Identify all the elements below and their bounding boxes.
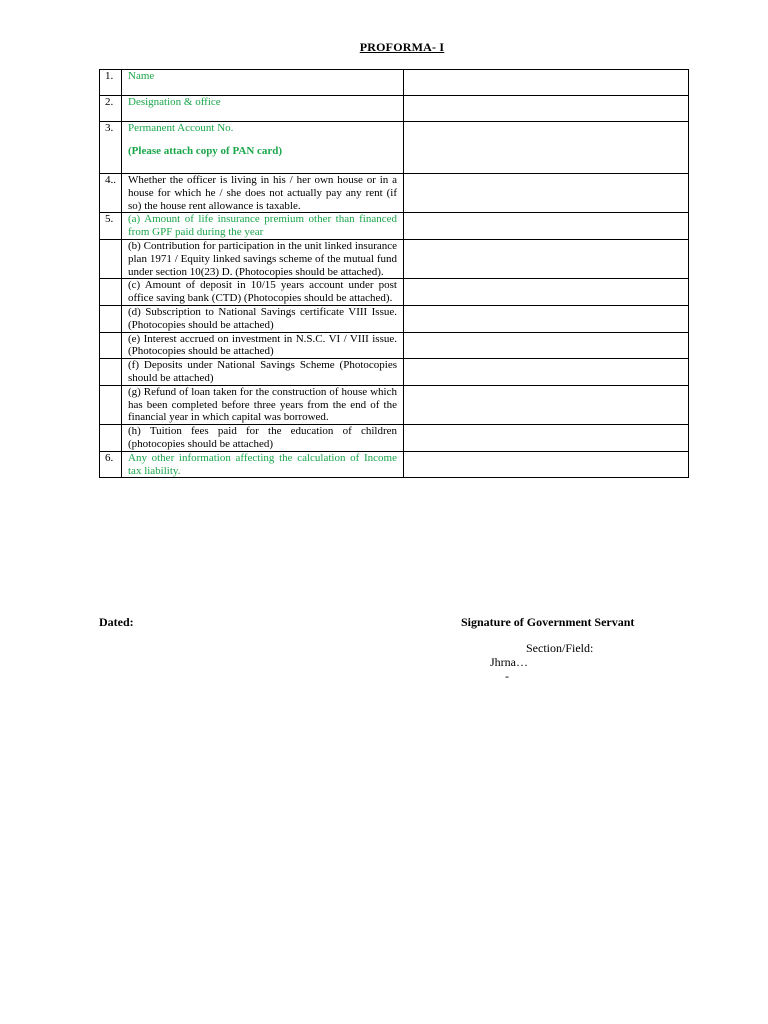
table-row xyxy=(100,359,689,386)
row-label-tuition-fees: (h) Tuition fees paid for the education of children (photocopies should be attached) xyxy=(122,425,404,452)
pan-note: (Please attach copy of PAN card) xyxy=(128,144,283,157)
row-label-designation: Designation & office xyxy=(122,96,404,122)
table-row xyxy=(100,385,689,424)
page-title: PROFORMA- I xyxy=(359,40,445,54)
row-label-nsc-interest: (e) Interest accrued on investment in N.S.C. VI / VIII issue. (Photocopies should be attached) xyxy=(122,332,404,359)
answer-cell-loan-refund[interactable] xyxy=(404,385,689,424)
answer-cell-tuition-fees[interactable] xyxy=(404,425,689,452)
author-name: Jhrna… xyxy=(490,655,528,669)
table-row xyxy=(100,425,689,452)
answer-cell-nss-deposits[interactable] xyxy=(404,359,689,386)
answer-cell-nsc-subscription[interactable] xyxy=(404,305,689,332)
table-row xyxy=(100,70,689,96)
row-label-nss-deposits: (f) Deposits under National Savings Scheme (Photocopies should be attached) xyxy=(122,359,404,386)
table-row xyxy=(100,174,689,213)
answer-cell-designation[interactable] xyxy=(404,96,689,122)
row-label-ulip: (b) Contribution for participation in the unit linked insurance plan 1971 / Equity linked savings scheme of the mutual fund under section 10(23) D. (Photocopies should be attached). xyxy=(122,239,404,278)
answer-cell-nsc-interest[interactable] xyxy=(404,332,689,359)
dated-label: Dated: xyxy=(99,615,134,629)
row-label-life-insurance: (a) Amount of life insurance premium other than financed from GPF paid during the year xyxy=(122,213,404,240)
table-row xyxy=(100,279,689,306)
answer-cell-life-insurance[interactable] xyxy=(404,213,689,240)
row-number: 2. xyxy=(100,96,122,122)
row-number xyxy=(100,305,122,332)
row-number xyxy=(100,425,122,452)
section-field-label: Section/Field: xyxy=(526,641,594,655)
pan-label: Permanent Account No. xyxy=(128,122,234,134)
table-row xyxy=(100,122,689,174)
row-label-post-office-deposit: (c) Amount of deposit in 10/15 years account under post office saving bank (CTD) (Photocopies should be attached). xyxy=(122,279,404,306)
row-label-nsc-subscription: (d) Subscription to National Savings certificate VIII Issue. (Photocopies should be attached) xyxy=(122,305,404,332)
table-row xyxy=(100,213,689,240)
answer-cell-post-office-deposit[interactable] xyxy=(404,279,689,306)
row-number: 6. xyxy=(100,451,122,478)
table-row xyxy=(100,96,689,122)
answer-cell-ulip[interactable] xyxy=(404,239,689,278)
proforma-table xyxy=(99,69,689,478)
table-row xyxy=(100,332,689,359)
answer-cell-other-info[interactable] xyxy=(404,451,689,478)
answer-cell-pan[interactable] xyxy=(404,122,689,174)
row-number xyxy=(100,332,122,359)
row-number: 4.. xyxy=(100,174,122,213)
row-label-house-rent: Whether the officer is living in his / her own house or in a house for which he / she does not actually pay any rent (if so) the house rent allowance is taxable. xyxy=(122,174,404,213)
dash-mark: - xyxy=(505,669,509,683)
signature-label: Signature of Government Servant xyxy=(461,615,635,629)
table-row xyxy=(100,305,689,332)
row-number xyxy=(100,385,122,424)
row-number: 5. xyxy=(100,213,122,240)
row-label-name: Name xyxy=(122,70,404,96)
table-row xyxy=(100,239,689,278)
answer-cell-house-rent[interactable] xyxy=(404,174,689,213)
row-label-pan xyxy=(122,122,404,174)
row-number xyxy=(100,239,122,278)
row-number xyxy=(100,359,122,386)
answer-cell-name[interactable] xyxy=(404,70,689,96)
row-label-loan-refund: (g) Refund of loan taken for the construction of house which has been completed before three years from the end of the financial year in which capital was borrowed. xyxy=(122,385,404,424)
row-number: 1. xyxy=(100,70,122,96)
row-number xyxy=(100,279,122,306)
table-row xyxy=(100,451,689,478)
row-label-other-info: Any other information affecting the calculation of Income tax liability. xyxy=(122,451,404,478)
row-number: 3. xyxy=(100,122,122,174)
